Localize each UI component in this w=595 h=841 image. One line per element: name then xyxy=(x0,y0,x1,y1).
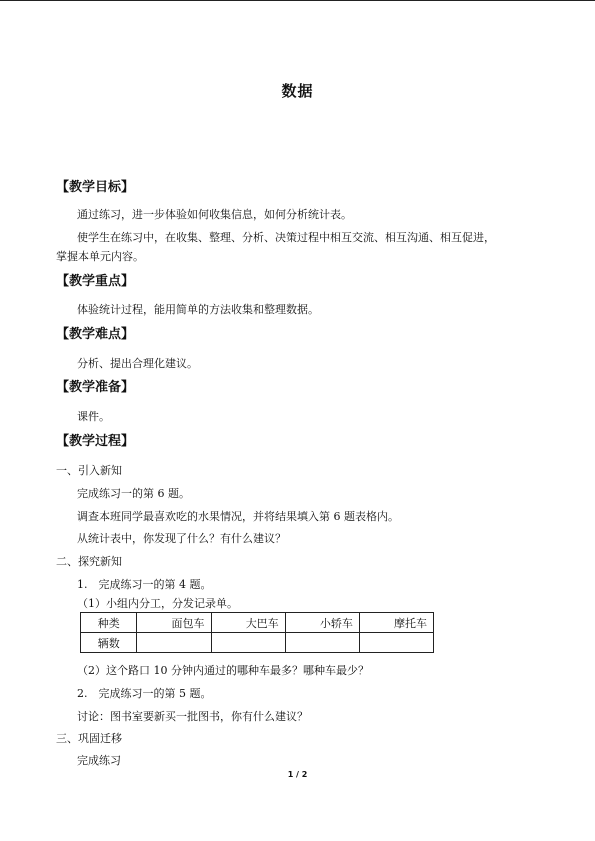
heading-difficulty: 【教学难点】 xyxy=(56,327,135,342)
process-section-2-line-4: 2. 完成练习一的第 5 题。 xyxy=(77,687,212,700)
difficulty-paragraph: 分析、提出合理化建议。 xyxy=(77,357,198,370)
process-section-2-line-1: 1. 完成练习一的第 4 题。 xyxy=(77,578,212,591)
process-section-1-line-1: 完成练习一的第 6 题。 xyxy=(77,487,190,500)
process-section-3-line-1: 完成练习 xyxy=(77,754,121,767)
process-section-3-title: 三、巩固迁移 xyxy=(56,732,122,745)
top-rule xyxy=(0,0,595,1)
process-section-1-title: 一、引入新知 xyxy=(56,464,122,477)
page-title: 数据 xyxy=(281,82,314,100)
process-section-2-line-5: 讨论：图书室要新买一批图书，你有什么建议？ xyxy=(77,710,308,723)
heading-focus: 【教学重点】 xyxy=(56,274,135,289)
table-cell xyxy=(211,633,285,653)
table-header-cell: 面包车 xyxy=(137,613,211,633)
preparation-paragraph: 课件。 xyxy=(77,410,110,423)
table-header-cell: 小轿车 xyxy=(285,613,359,633)
focus-paragraph: 体验统计过程，能用简单的方法收集和整理数据。 xyxy=(77,303,319,316)
table-row-label: 辆数 xyxy=(81,633,137,653)
table-header-cell: 摩托车 xyxy=(359,613,433,633)
process-section-2-line-3: （2）这个路口 10 分钟内通过的哪种车最多？哪种车最少？ xyxy=(77,664,369,677)
heading-preparation: 【教学准备】 xyxy=(56,380,135,395)
table-cell xyxy=(137,633,211,653)
heading-goals: 【教学目标】 xyxy=(56,180,135,195)
process-section-2-title: 二、探究新知 xyxy=(56,555,122,568)
process-section-1-line-2: 调查本班同学最喜欢吃的水果情况，并将结果填入第 6 题表格内。 xyxy=(77,510,399,523)
vehicle-record-table xyxy=(80,612,434,653)
heading-process: 【教学过程】 xyxy=(56,434,135,449)
table-header-cell: 种类 xyxy=(81,613,137,633)
process-section-2-line-2: （1）小组内分工，分发记录单。 xyxy=(77,597,238,610)
table-header-row xyxy=(81,613,434,633)
process-section-1-line-3: 从统计表中，你发现了什么？有什么建议？ xyxy=(77,532,286,545)
table-cell xyxy=(285,633,359,653)
goals-paragraph-2: 使学生在练习中，在收集、整理、分析、决策过程中相互交流、相互沟通、相互促进， xyxy=(77,231,495,244)
table-row xyxy=(81,633,434,653)
goals-paragraph-1: 通过练习，进一步体验如何收集信息，如何分析统计表。 xyxy=(77,208,352,221)
table-cell xyxy=(359,633,433,653)
table-header-cell: 大巴车 xyxy=(211,613,285,633)
page-number: 1 / 2 xyxy=(287,770,308,779)
goals-paragraph-2-continued: 掌握本单元内容。 xyxy=(56,250,144,263)
